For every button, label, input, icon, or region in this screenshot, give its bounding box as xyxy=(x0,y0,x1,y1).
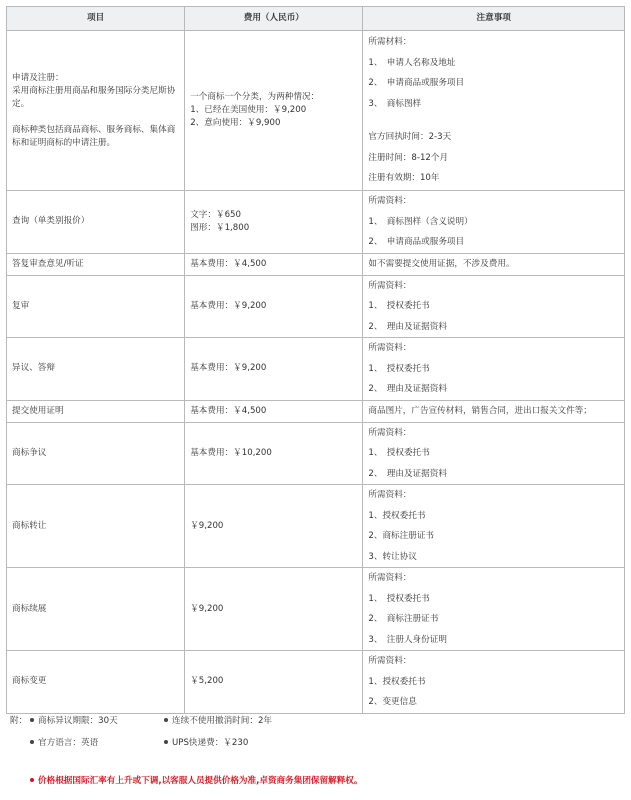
notes-line: 1、 商标图样（含义说明） xyxy=(368,216,473,227)
fee-line: ￥5,200 xyxy=(190,676,224,687)
table-row xyxy=(7,568,625,651)
fee-cell xyxy=(185,651,363,714)
notes-line: 1、授权委托书 xyxy=(368,510,426,521)
table-row xyxy=(7,338,625,401)
item-cell xyxy=(7,400,185,422)
fee-line: ￥9,200 xyxy=(190,603,224,614)
disclaimer-text: 价格根据国际汇率有上升或下调,以客服人员提供价格为准,卓资商务集团保留解释权。 xyxy=(38,776,363,786)
item-line: 商标争议 xyxy=(12,447,47,458)
table-row xyxy=(7,253,625,275)
notes-cell xyxy=(363,191,625,254)
fee-line: 2、意向使用：￥9,900 xyxy=(190,118,281,128)
notes-line: 1、授权委托书 xyxy=(368,676,426,687)
notes-line: 1、 授权委托书 xyxy=(368,363,430,374)
notes-line: 所需资料： xyxy=(368,573,412,583)
notes-cell xyxy=(363,485,625,568)
notes-line: 3、转让协议 xyxy=(368,551,417,562)
notes-line: 官方回执时间：2-3天 xyxy=(368,132,452,143)
header-item: 项目 xyxy=(7,7,185,31)
notes-line: 商品图片，广告宣传材料，销售合同，进出口报关文件等； xyxy=(368,405,592,416)
footer-notes xyxy=(6,711,625,794)
notes-cell xyxy=(363,31,625,191)
bullet-icon xyxy=(164,718,168,722)
notes-line: 注册时间：8-12个月 xyxy=(368,152,449,163)
bullet-icon xyxy=(30,778,34,782)
fee-line: 一个商标一个分类，为两种情况： xyxy=(190,92,320,102)
notes-line: 3、 注册人身份证明 xyxy=(368,634,447,645)
notes-line: 所需资料： xyxy=(368,427,412,438)
item-line: 商标续展 xyxy=(12,603,47,614)
notes-cell xyxy=(363,568,625,651)
fee-cell xyxy=(185,31,363,191)
notes-line: 2、 商标注册证书 xyxy=(368,614,439,624)
item-line: 提交使用证明 xyxy=(12,405,64,416)
price-disclaimer xyxy=(30,774,363,786)
item-cell xyxy=(7,191,185,254)
footer-item-text: 商标异议期限：30天 xyxy=(38,716,118,726)
fee-line: 基本费用：￥9,200 xyxy=(190,363,267,374)
fee-line: 1、已经在美国使用：￥9,200 xyxy=(190,105,307,115)
table-header-row xyxy=(7,7,625,31)
notes-line: 2、变更信息 xyxy=(368,697,417,707)
notes-line: 所需资料： xyxy=(368,343,412,353)
notes-line: 所需资料： xyxy=(368,656,412,666)
fee-line: ￥9,200 xyxy=(190,520,224,531)
notes-line: 1、 申请人名称及地址 xyxy=(368,57,456,68)
item-line: 商标转让 xyxy=(12,520,47,531)
notes-cell xyxy=(363,400,625,422)
notes-line: 所需资料： xyxy=(368,490,412,500)
table-row xyxy=(7,400,625,422)
bullet-icon xyxy=(30,718,34,722)
notes-cell xyxy=(363,651,625,714)
footer-item xyxy=(164,736,248,748)
item-line: 异议、答辩 xyxy=(12,363,55,374)
item-line: 采用商标注册用商品和服务国际分类尼斯协 xyxy=(12,85,176,96)
footer-prefix: 附： xyxy=(10,716,28,726)
notes-line: 2、 理由及证据资料 xyxy=(368,321,447,332)
notes-cell xyxy=(363,275,625,338)
notes-line: 1、 授权委托书 xyxy=(368,593,430,604)
notes-line: 2、商标注册证书 xyxy=(368,531,435,541)
item-line: 商标变更 xyxy=(12,676,47,687)
fee-cell xyxy=(185,253,363,275)
item-cell xyxy=(7,31,185,191)
table-row xyxy=(7,651,625,714)
footer-item xyxy=(164,714,272,726)
notes-line: 2、 申请商品或服务项目 xyxy=(368,78,465,89)
fee-line: 基本费用：￥9,200 xyxy=(190,300,267,311)
item-cell xyxy=(7,651,185,714)
bullet-icon xyxy=(164,740,168,744)
fee-cell xyxy=(185,485,363,568)
table-row xyxy=(7,31,625,191)
item-cell xyxy=(7,338,185,401)
item-line: 标和证明商标的申请注册。 xyxy=(12,137,116,148)
item-line xyxy=(12,111,179,124)
item-line: 定。 xyxy=(12,98,30,109)
table-row xyxy=(7,275,625,338)
table-row xyxy=(7,485,625,568)
fee-cell xyxy=(185,400,363,422)
item-line: 查询（单类别报价） xyxy=(12,216,90,227)
item-line: 申请及注册： xyxy=(12,72,64,83)
table-row xyxy=(7,191,625,254)
bullet-icon xyxy=(30,740,34,744)
fee-cell xyxy=(185,568,363,651)
notes-line: 1、 授权委托书 xyxy=(368,301,430,311)
fee-line: 基本费用：￥4,500 xyxy=(190,405,267,416)
notes-cell xyxy=(363,253,625,275)
notes-line: 如不需要提交使用证据，不涉及费用。 xyxy=(368,258,515,269)
notes-line: 2、 理由及证据资料 xyxy=(368,468,447,479)
fee-cell xyxy=(185,422,363,485)
table-row xyxy=(7,422,625,485)
notes-line: 3、 商标图样 xyxy=(368,98,422,109)
notes-line xyxy=(368,114,619,127)
item-cell xyxy=(7,253,185,275)
item-line: 答复审查意见/听证 xyxy=(12,258,84,269)
notes-line: 所需材料： xyxy=(368,37,412,48)
notes-line: 2、 理由及证据资料 xyxy=(368,384,447,394)
notes-cell xyxy=(363,422,625,485)
footer-item xyxy=(30,714,118,726)
fee-line: 文字：￥650 xyxy=(190,209,241,220)
header-fee: 费用（人民币） xyxy=(185,7,363,31)
header-notes: 注意事项 xyxy=(363,7,625,31)
footer-item-text: 官方语言：英语 xyxy=(38,738,99,748)
fee-table xyxy=(6,6,625,714)
notes-line: 2、 申请商品或服务项目 xyxy=(368,237,465,247)
fee-cell xyxy=(185,338,363,401)
item-cell xyxy=(7,485,185,568)
item-cell xyxy=(7,275,185,338)
notes-line: 所需资料： xyxy=(368,196,412,206)
notes-line: 所需资料： xyxy=(368,280,412,291)
fee-line: 基本费用：￥4,500 xyxy=(190,258,267,269)
fee-line: 基本费用：￥10,200 xyxy=(190,447,272,458)
item-line: 商标种类包括商品商标、服务商标、集体商 xyxy=(12,124,176,135)
footer-item-text: 连续不使用撤消时间：2年 xyxy=(172,716,272,726)
notes-line: 1、 授权委托书 xyxy=(368,448,430,458)
footer-item-text: UPS快递费：￥230 xyxy=(172,738,249,748)
item-cell xyxy=(7,422,185,485)
notes-cell xyxy=(363,338,625,401)
fee-cell xyxy=(185,275,363,338)
item-line: 复审 xyxy=(12,300,30,311)
fee-line: 图形：￥1,800 xyxy=(190,222,250,233)
notes-line: 注册有效期：10年 xyxy=(368,173,440,184)
footer-item xyxy=(30,736,98,748)
item-cell xyxy=(7,568,185,651)
fee-cell xyxy=(185,191,363,254)
